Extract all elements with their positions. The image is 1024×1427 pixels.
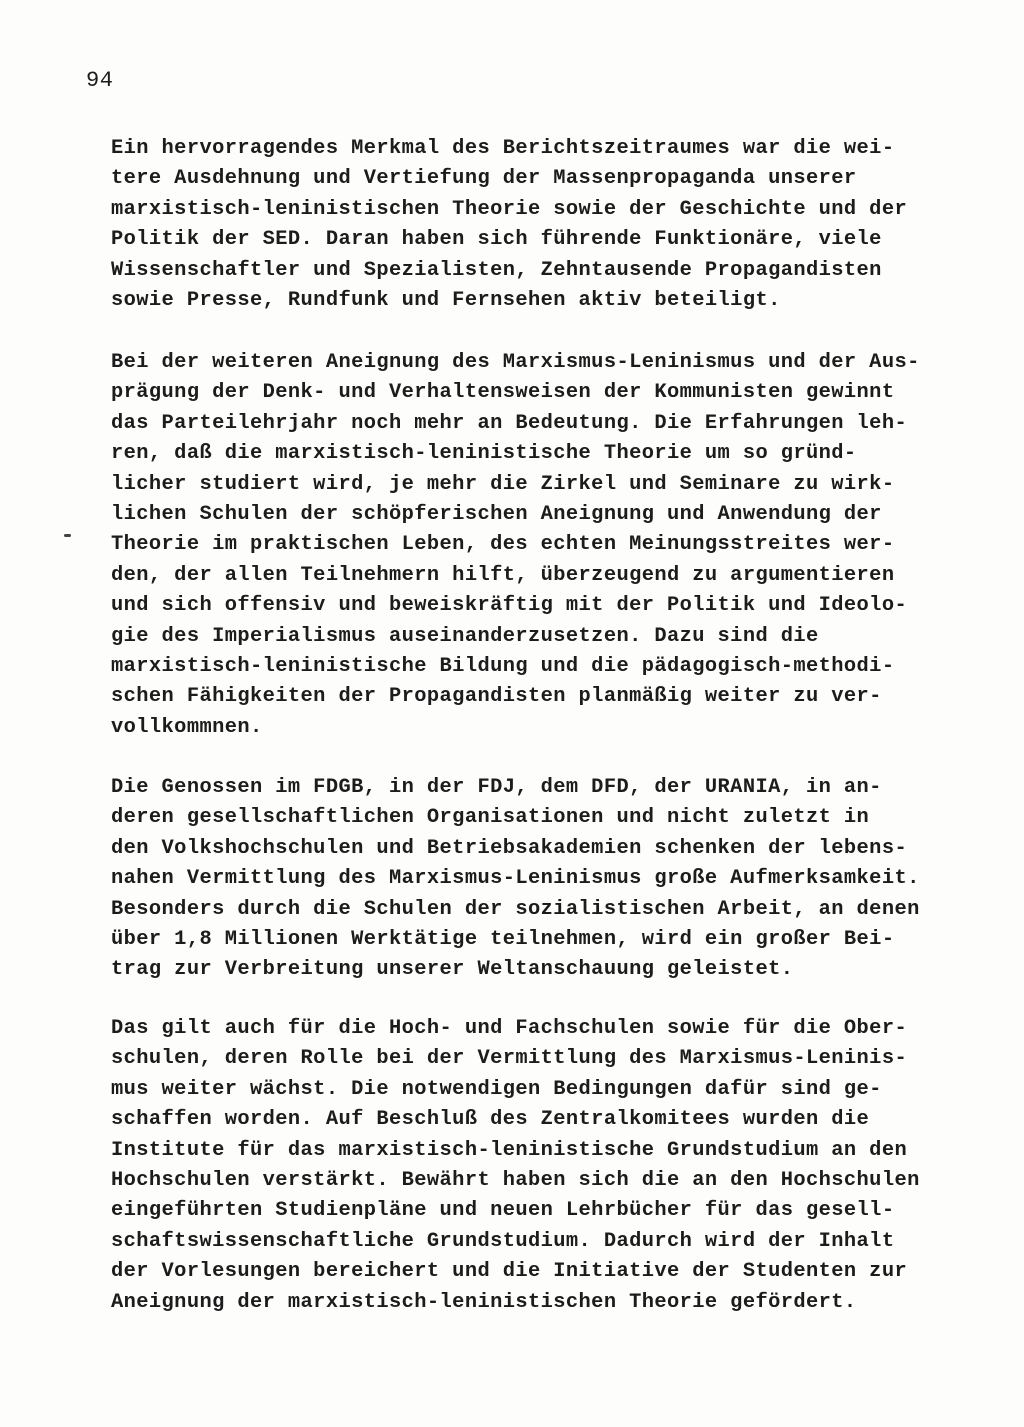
text-line: und sich offensiv und beweiskräftig mit der Politik und Ideolo- xyxy=(111,594,908,618)
paragraph xyxy=(111,134,911,316)
text-line: licher studiert wird, je mehr die Zirkel und Seminare zu wirk- xyxy=(111,472,895,496)
text-line: der Vorlesungen bereichert und die Initiative der Studenten zur xyxy=(111,1260,908,1284)
text-line: mus weiter wächst. Die notwendigen Bedingungen dafür sind ge- xyxy=(111,1077,882,1101)
text-line: lichen Schulen der schöpferischen Aneignung und Anwendung der xyxy=(111,502,882,526)
text-line: das Parteilehrjahr noch mehr an Bedeutung. Die Erfahrungen leh- xyxy=(111,411,908,435)
paragraph xyxy=(111,1014,920,1318)
text-line: über 1,8 Millionen Werktätige teilnehmen, wird ein großer Bei- xyxy=(111,927,895,951)
text-line: gie des Imperialismus auseinanderzusetzen. Dazu sind die xyxy=(111,624,819,648)
text-line: Institute für das marxistisch-leninistische Grundstudium an den xyxy=(111,1138,908,1162)
text-line: schen Fähigkeiten der Propagandisten planmäßig weiter zu ver- xyxy=(111,685,882,709)
paragraph xyxy=(111,773,920,986)
text-line: ren, daß die marxistisch-leninistische Theorie um so gründ- xyxy=(111,442,857,466)
text-line: vollkommnen. xyxy=(111,715,263,739)
text-line: Wissenschaftler und Spezialisten, Zehntausende Propagandisten xyxy=(111,258,882,282)
text-line: trag zur Verbreitung unserer Weltanschauung geleistet. xyxy=(111,958,794,982)
text-line: Die Genossen im FDGB, in der FDJ, dem DFD, der URANIA, in an- xyxy=(111,776,882,799)
text-line: Besonders durch die Schulen der sozialistischen Arbeit, an denen xyxy=(111,897,920,921)
text-line: sowie Presse, Rundfunk und Fernsehen aktiv beteiligt. xyxy=(111,288,781,312)
text-line: marxistisch-leninistische Bildung und die pädagogisch-methodi- xyxy=(111,654,895,678)
text-line: Hochschulen verstärkt. Bewährt haben sich die an den Hochschulen xyxy=(111,1168,920,1192)
scan-speck xyxy=(64,534,71,537)
text-line: schaffen worden. Auf Beschluß des Zentralkomitees wurden die xyxy=(111,1108,870,1132)
text-line: den, der allen Teilnehmern hilft, überzeugend zu argumentieren xyxy=(111,563,895,587)
text-line: prägung der Denk- und Verhaltensweisen der Kommunisten gewinnt xyxy=(111,381,895,405)
text-line: nahen Vermittlung des Marxismus-Leninismus große Aufmerksamkeit. xyxy=(111,867,920,891)
text-line: schulen, deren Rolle bei der Vermittlung des Marxismus-Leninis- xyxy=(111,1047,908,1071)
text-line: Politik der SED. Daran haben sich führende Funktionäre, viele xyxy=(111,228,882,252)
text-line: Bei der weiteren Aneignung des Marxismus-Leninismus und der Aus- xyxy=(111,351,920,374)
text-line: tere Ausdehnung und Vertiefung der Massenpropaganda unserer xyxy=(111,167,857,191)
text-line: deren gesellschaftlichen Organisationen und nicht zuletzt in xyxy=(111,806,870,830)
text-line: Ein hervorragendes Merkmal des Berichtszeitraumes war die wei- xyxy=(111,137,895,160)
text-line: schaftswissenschaftliche Grundstudium. Dadurch wird der Inhalt xyxy=(111,1229,895,1253)
text-line: eingeführten Studienpläne und neuen Lehrbücher für das gesell- xyxy=(111,1199,895,1223)
text-line: Aneignung der marxistisch-leninistischen Theorie gefördert. xyxy=(111,1290,857,1314)
page-number: 94 xyxy=(86,68,114,93)
text-line: marxistisch-leninistischen Theorie sowie der Geschichte und der xyxy=(111,197,908,221)
text-line: Das gilt auch für die Hoch- und Fachschulen sowie für die Ober- xyxy=(111,1017,908,1040)
paragraph xyxy=(111,348,920,743)
text-line: den Volkshochschulen und Betriebsakademien schenken der lebens- xyxy=(111,836,908,860)
text-line: Theorie im praktischen Leben, des echten Meinungsstreites wer- xyxy=(111,533,895,557)
